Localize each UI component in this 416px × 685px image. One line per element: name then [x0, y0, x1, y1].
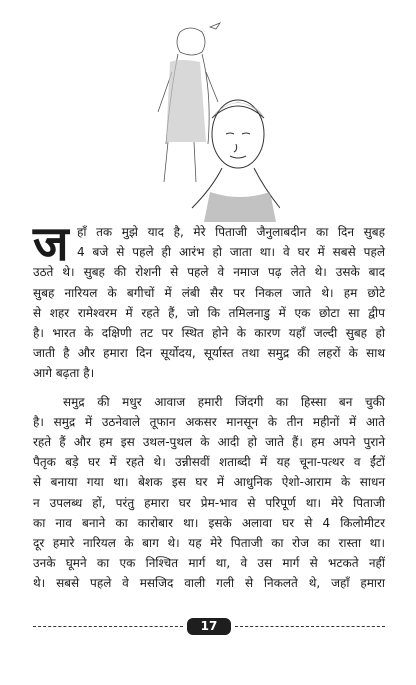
text-line: आगे बढ़ता है।	[33, 366, 95, 381]
text-line: जाती है और हमारा दिन सूर्योदय, सूर्यास्त तथा समुद्र की लहरों के साथ	[33, 346, 385, 361]
text-line: का नाव बनाने का कारोबार था। इसके अलावा घर से 4 किलोमीटर	[33, 515, 385, 530]
text-line: उठते थे। सुबह की रोशनी से पहले वे नमाज पढ़ लेते थे। उसके बाद	[33, 265, 385, 280]
paragraph-1	[33, 216, 385, 384]
text-line: थे। सबसे पहले वे मसजिद वाली गली से निकलते थे, जहाँ हमारा	[33, 576, 385, 591]
sketch-illustration	[150, 22, 280, 222]
text-line: है। भारत के दक्षिणी तट पर स्थित होने के कारण यहाँ जल्दी सुबह हो	[33, 326, 385, 341]
text-line: पैतृक बड़े घर में रहते थे। उन्नीसवीं शताब्दी में यह चूना-पत्थर व ईंटों	[33, 455, 385, 470]
text-line: से शहर रामेश्वरम में रहते हैं, जो कि तमिलनाडु में एक छोटा सा द्वीप	[33, 305, 385, 320]
text-line: सुबह नारियल के बगीचों में लंबी सैर पर निकल जाते थे। हम छोटे	[33, 285, 385, 300]
text-line: रहते हैं और हम इस उथल-पुथल के आदी हो जाते हैं। हम अपने पुराने	[33, 435, 385, 450]
footer-divider-right	[235, 626, 385, 627]
text-line: न उपलब्ध हों, परंतु हमारा घर प्रेम-भाव से परिपूर्ण था। मेरे पिताजी	[33, 495, 385, 510]
text-line: 4 बजे से पहले ही आरंभ हो जाता था। वे घर में सबसे पहले	[77, 245, 385, 260]
page-number: 17	[187, 618, 231, 635]
page-footer	[33, 618, 385, 636]
text-line: हाँ तक मुझे याद है, मेरे पिताजी जैनुलाबदीन का दिन सुबह	[77, 225, 385, 239]
sketch-figures-image	[150, 22, 280, 222]
text-line: दूर हमारे नारियल के बाग थे। यह मेरे पिताजी का रोज का रास्ता था।	[33, 536, 385, 551]
drop-cap: ज	[33, 216, 69, 272]
text-line: समुद्र की मधुर आवाज हमारी जिंदगी का हिस्सा बन चुकी	[63, 394, 385, 409]
text-line: है। समुद्र में उठनेवाले तूफान अकसर मानसून के तीन महीनों में आते	[33, 414, 385, 429]
footer-divider-left	[33, 626, 183, 627]
body-text	[33, 216, 385, 594]
paragraph-2	[33, 392, 385, 594]
text-line: उनके घूमने का एक निश्चित मार्ग था, वे उस मार्ग से भटकते नहीं	[33, 556, 385, 571]
text-line: से बनाया गया था। बेशक इस घर में आधुनिक ऐशो-आराम के साधन	[33, 475, 385, 490]
